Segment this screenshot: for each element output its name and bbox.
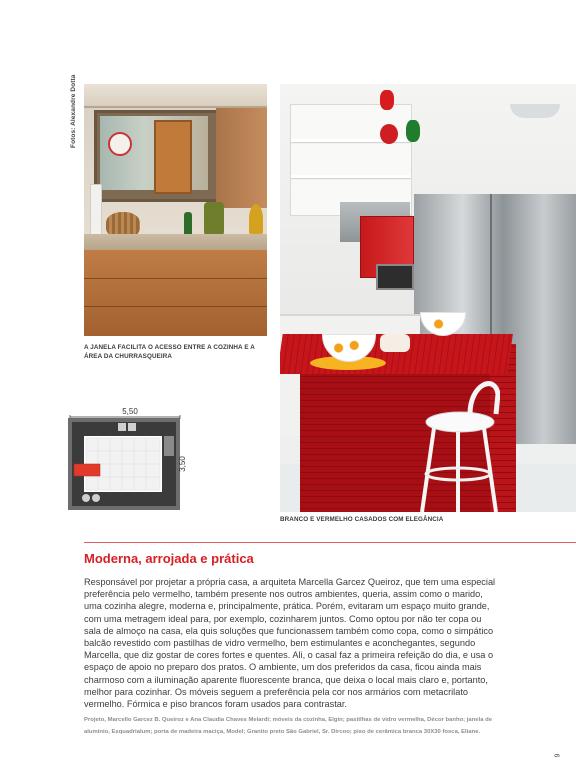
glass-bowl: [510, 104, 560, 118]
microwave: [376, 264, 414, 290]
photo-credit: Fotos: Alexandre Dotta: [70, 74, 77, 148]
white-bar-stool: [400, 374, 500, 512]
kitchen-window-photo: [84, 84, 267, 336]
wall-clock: [108, 132, 132, 156]
wicker-basket: [106, 212, 140, 236]
floor-plan-drawing: [68, 406, 188, 510]
wooden-base-cabinet: [84, 250, 267, 336]
green-jar: [204, 202, 224, 236]
red-white-kitchen-photo: [280, 84, 576, 512]
caption-window: A JANELA FACILITA O ACESSO ENTRE A COZINHA E A ÁREA DA CHURRASQUEIRA: [84, 344, 255, 360]
wood-panel: [216, 108, 267, 208]
open-shelves: [290, 104, 412, 216]
article-body: Responsável por projetar a própria casa, a arquiteta Marcella Garcez Queiroz, que tem uma especial preferência pelo vermelho, também presente nos outros ambientes, queria, assim como o marido, uma cozinha alegre, moderna e, principalmente, prática. Porém, evitaram um espaço muito grande, com uma metragem ideal para, por exemplo, cozinharem juntos. Como optou por não ter copa ou sala de almoço na casa, ela quis soluções que funcionassem também como copa, como o simpático balcão revestido com pastilhas de vidro vermelho, bem estimulantes e aconchegantes, segundo Marcella, que diz gostar de cores fortes e quentes. Ali, o casal faz a primeira refeição do dia, e usa o espaço de apoio no preparo dos pratos. O ambiente, um dos preferidos da casa, ficou ainda mais charmoso com a iluminação aparente fluorescente branca, que deixa o local mais claro e, portanto, melhor para cozinhar. Os móveis seguem a preferência pela cor nos armários com metacrilato vermelho. Fórmica e piso brancos foram usados para contrastar.: [84, 577, 496, 710]
upper-cabinet: [84, 84, 267, 108]
paper-towel-roll: [90, 184, 102, 236]
granite-countertop: [84, 234, 267, 250]
article-credits: Projeto, Marcello Garcez B. Queiroz e Ana Claudia Chaves Melardi; móveis da cozinha, Elgin; pastilhas de vidro vermelha, Décor banho; janela de alumínio, Esquadrialum; porta de madeira maciça, Model; Granito preto São Gabriel, Sr. Dircoo; piso de cerâmica branca 30X30 fosca, Eliane.: [84, 717, 492, 735]
floor-plan: [68, 406, 188, 510]
napkin: [380, 334, 410, 352]
green-vase: [406, 120, 420, 142]
caption-main: BRANCO E VERMELHO CASADOS COM ELEGÂNCIA: [280, 516, 444, 523]
green-bottle: [184, 212, 192, 236]
article-title: Moderna, arrojada e prática: [84, 551, 254, 566]
wooden-door: [154, 120, 192, 194]
page-number: 9: [554, 753, 562, 758]
section-rule: [84, 542, 576, 543]
red-pot: [380, 124, 398, 144]
plan-height-label: 3,50: [178, 456, 187, 472]
red-vase: [380, 90, 394, 110]
plan-width-label: 5,50: [122, 407, 138, 416]
plant: [249, 204, 263, 234]
